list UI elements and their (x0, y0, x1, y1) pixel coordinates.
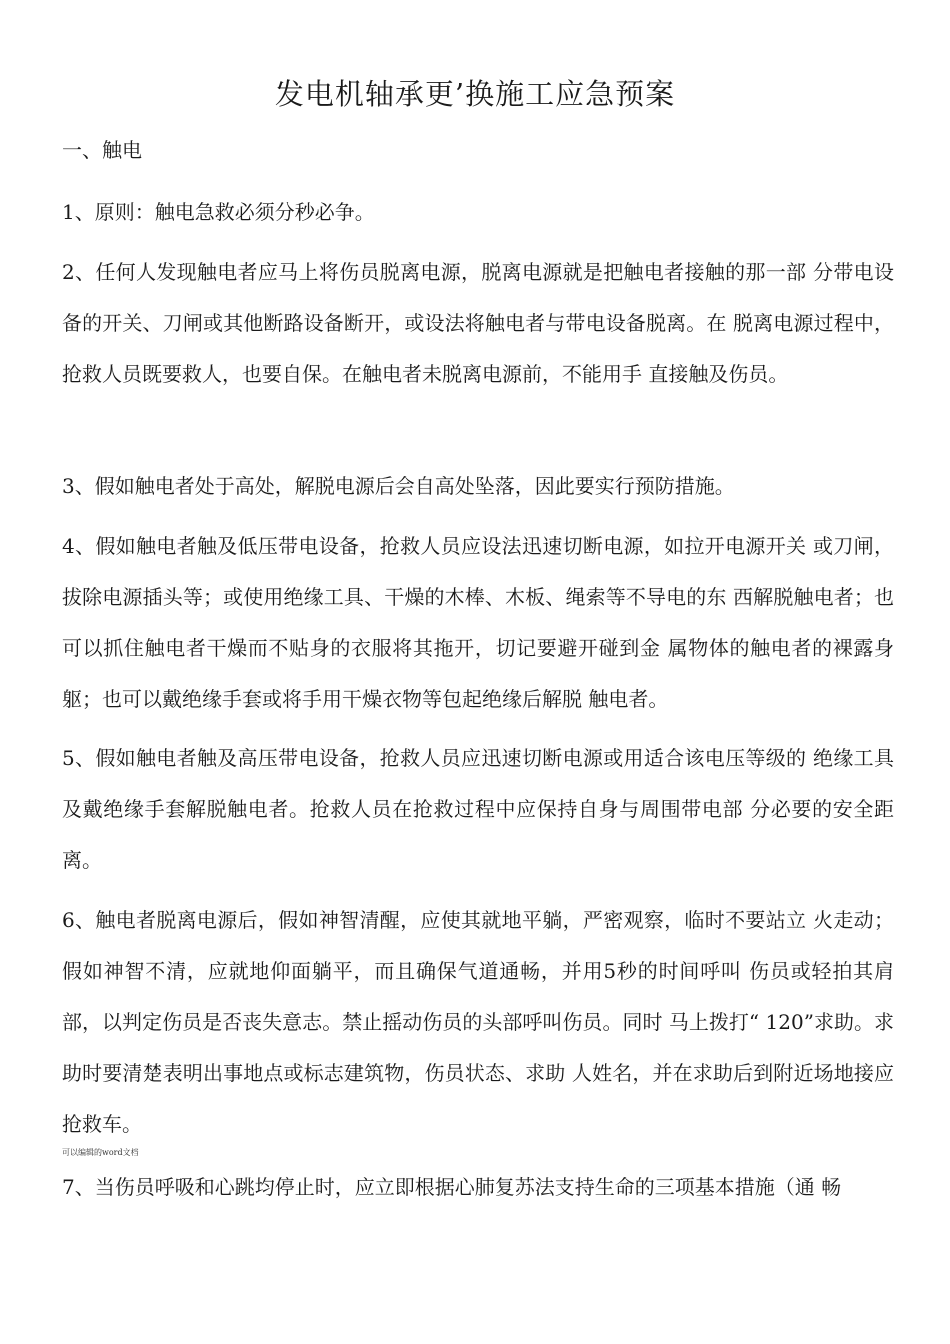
footer-note: 可以编辑的word文档 (62, 1148, 139, 1157)
paragraph-7: 7、当伤员呼吸和心跳均停止时，应立即根据心肺复苏法支持生命的三项基本措施（通 畅 (62, 1175, 842, 1199)
paragraph-4: 4、假如触电者触及低压带电设备，抢救人员应设法迅速切断电源，如拉开电源开关 或刀闸，拔除电源插头等；或使用绝缘工具、干燥的木棒、木板、绳索等不导电的东 西解脱触电者；也可以抓住触电者干燥而不贴身的衣服将其拖开，切记要避开碰到金 属物体的触电者的裸露身躯；也可以戴绝缘手套或将手用干燥衣物等包起绝缘后解脱 触电者。 (62, 534, 894, 711)
paragraph-3: 3、假如触电者处于高处，解脱电源后会自高处坠落，因此要实行预防措施。 (62, 474, 735, 498)
paragraph-2: 2、任何人发现触电者应马上将伤员脱离电源，脱离电源就是把触电者接触的那一部 分带电设备的开关、刀闸或其他断路设备断开，或设法将触电者与带电设备脱离。在 脱离电源过程中，抢救人员既要救人，也要自保。在触电者未脱离电源前，不能用手 直接触及伤员。 (62, 260, 894, 386)
paragraph-1: 1、原则：触电急救必须分秒必争。 (62, 200, 375, 224)
paragraph-6: 6、触电者脱离电源后，假如神智清醒，应使其就地平躺，严密观察，临时不要站立 火走动；假如神智不清，应就地仰面躺平，而且确保气道通畅，并用5秒的时间呼叫 伤员或轻拍其肩部，以判定伤员是否丧失意志。禁止摇动伤员的头部呼叫伤员。同时 马上拨打“ 120”求助。求助时要清楚表明出事地点或标志建筑物，伤员状态、求助 人姓名，并在求助后到附近场地接应抢救车。 (62, 908, 894, 1136)
document-title: 发电机轴承更’换施工应急预案 (274, 77, 676, 111)
paragraph-5: 5、假如触电者触及高压带电设备，抢救人员应迅速切断电源或用适合该电压等级的 绝缘工具及戴绝缘手套解脱触电者。抢救人员在抢救过程中应保持自身与周围带电部 分必要的安全距离。 (62, 746, 894, 872)
section-heading: 一、触电 (62, 138, 142, 162)
